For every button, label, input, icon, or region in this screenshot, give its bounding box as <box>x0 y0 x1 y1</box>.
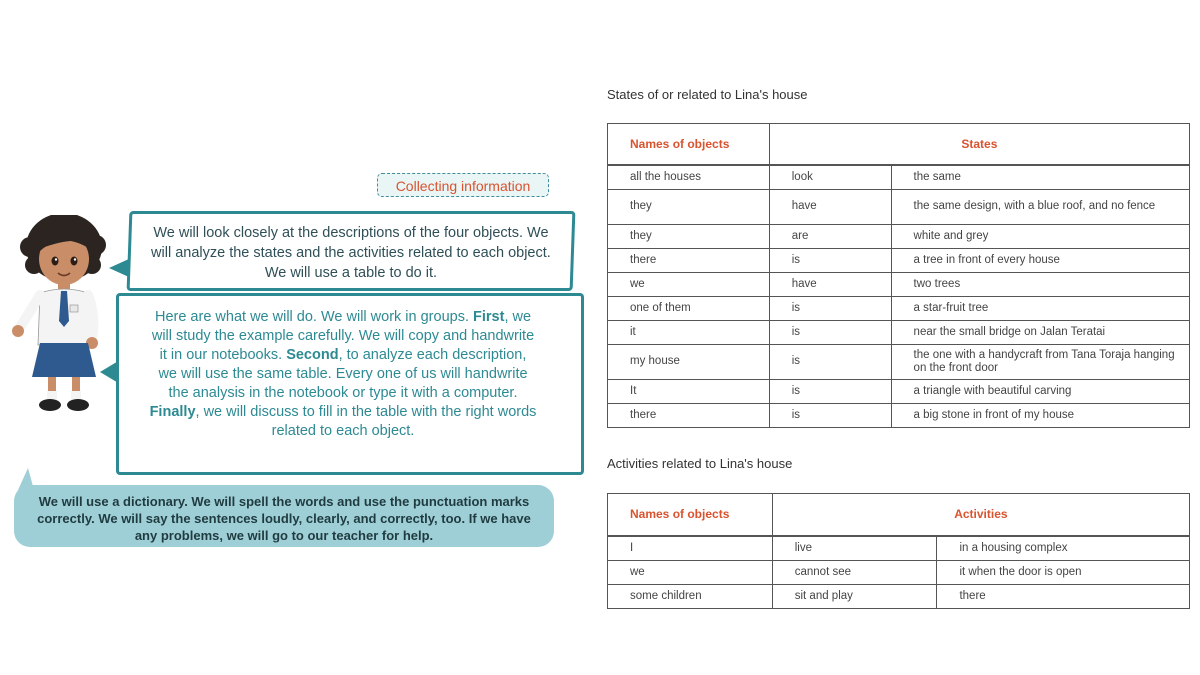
states-table <box>607 123 1190 428</box>
table-row <box>608 536 1190 561</box>
table-row <box>608 224 1190 248</box>
table-row <box>608 248 1190 272</box>
table-cell: there <box>608 248 770 272</box>
speech-bubble-dictionary: We will use a dictionary. We will spell the words and use the punctuation marks correctly. We will say the sentences loudly, clearly, and correctly, too. If we have any problems, we will go to our teacher for help. <box>14 485 554 547</box>
step-second-text: , to analyze each description, we will use the same table. Every one of us will handwrite the analysis in the notebook or type it with a computer. <box>158 347 528 401</box>
table-row <box>608 189 1190 224</box>
speech-bubble-intro-text: We will look closely at the descriptions of the four objects. We will analyze the states and the activities related to each object. We will use a table to do it. <box>151 225 551 281</box>
table-cell: white and grey <box>891 224 1189 248</box>
table-row <box>608 584 1190 608</box>
table-cell: cannot see <box>772 560 937 584</box>
table-cell: sit and play <box>772 584 937 608</box>
steps-intro: Here are what we will do. We will work in groups. <box>154 309 469 325</box>
table-cell: is <box>769 248 891 272</box>
table-cell: is <box>769 296 891 320</box>
table-row <box>608 560 1190 584</box>
step-first-text: , we will study the example carefully. We will copy and handwrite it in our notebooks. <box>151 309 535 363</box>
table-cell: the same design, with a blue roof, and no fence <box>891 189 1189 224</box>
table-cell: I <box>608 536 773 561</box>
table-cell: it <box>608 320 770 344</box>
table-cell: in a housing complex <box>937 536 1190 561</box>
table-row <box>608 296 1190 320</box>
speech-bubble-steps <box>116 293 584 475</box>
table-cell: look <box>769 165 891 190</box>
table-cell: is <box>769 344 891 379</box>
table-cell: a big stone in front of my house <box>891 403 1189 427</box>
table-cell: there <box>937 584 1190 608</box>
table-row <box>608 165 1190 190</box>
states-header-states: States <box>769 124 1189 165</box>
step-finally-text: , we will discuss to fill in the table with the right words related to each object. <box>195 404 537 439</box>
table-cell: is <box>769 403 891 427</box>
table-cell: there <box>608 403 770 427</box>
activities-table-body <box>608 536 1190 609</box>
table-cell: is <box>769 320 891 344</box>
activities-table <box>607 493 1190 609</box>
table-cell: some children <box>608 584 773 608</box>
table-cell: a triangle with beautiful carving <box>891 379 1189 403</box>
table-row <box>608 403 1190 427</box>
step-second-label: Second <box>286 347 339 363</box>
table-cell: one of them <box>608 296 770 320</box>
table-cell: my house <box>608 344 770 379</box>
table-cell: we <box>608 272 770 296</box>
table-cell: two trees <box>891 272 1189 296</box>
states-table-body <box>608 165 1190 428</box>
speech-bubble-intro <box>127 211 576 291</box>
table-row <box>608 320 1190 344</box>
table-cell: a star-fruit tree <box>891 296 1189 320</box>
table-row <box>608 272 1190 296</box>
table-cell: they <box>608 224 770 248</box>
activities-header-activities: Activities <box>772 494 1189 536</box>
states-header-objects: Names of objects <box>608 124 770 165</box>
table-cell: the one with a handycraft from Tana Toraja hanging on the front door <box>891 344 1189 379</box>
table-cell: is <box>769 379 891 403</box>
activities-header-objects: Names of objects <box>608 494 773 536</box>
table-cell: we <box>608 560 773 584</box>
table-cell: have <box>769 189 891 224</box>
states-caption: States of or related to Lina's house <box>607 87 808 102</box>
step-finally-label: Finally <box>149 404 196 420</box>
step-first-label: First <box>473 309 505 325</box>
table-cell: It <box>608 379 770 403</box>
table-cell: near the small bridge on Jalan Teratai <box>891 320 1189 344</box>
table-cell: live <box>772 536 937 561</box>
student-girl-illustration <box>6 215 108 415</box>
table-cell: are <box>769 224 891 248</box>
table-cell: they <box>608 189 770 224</box>
table-cell: have <box>769 272 891 296</box>
section-tag: Collecting information <box>377 173 549 197</box>
table-cell: the same <box>891 165 1189 190</box>
table-cell: all the houses <box>608 165 770 190</box>
activities-caption: Activities related to Lina's house <box>607 456 793 471</box>
table-cell: a tree in front of every house <box>891 248 1189 272</box>
table-row <box>608 344 1190 379</box>
table-row <box>608 379 1190 403</box>
table-cell: it when the door is open <box>937 560 1190 584</box>
